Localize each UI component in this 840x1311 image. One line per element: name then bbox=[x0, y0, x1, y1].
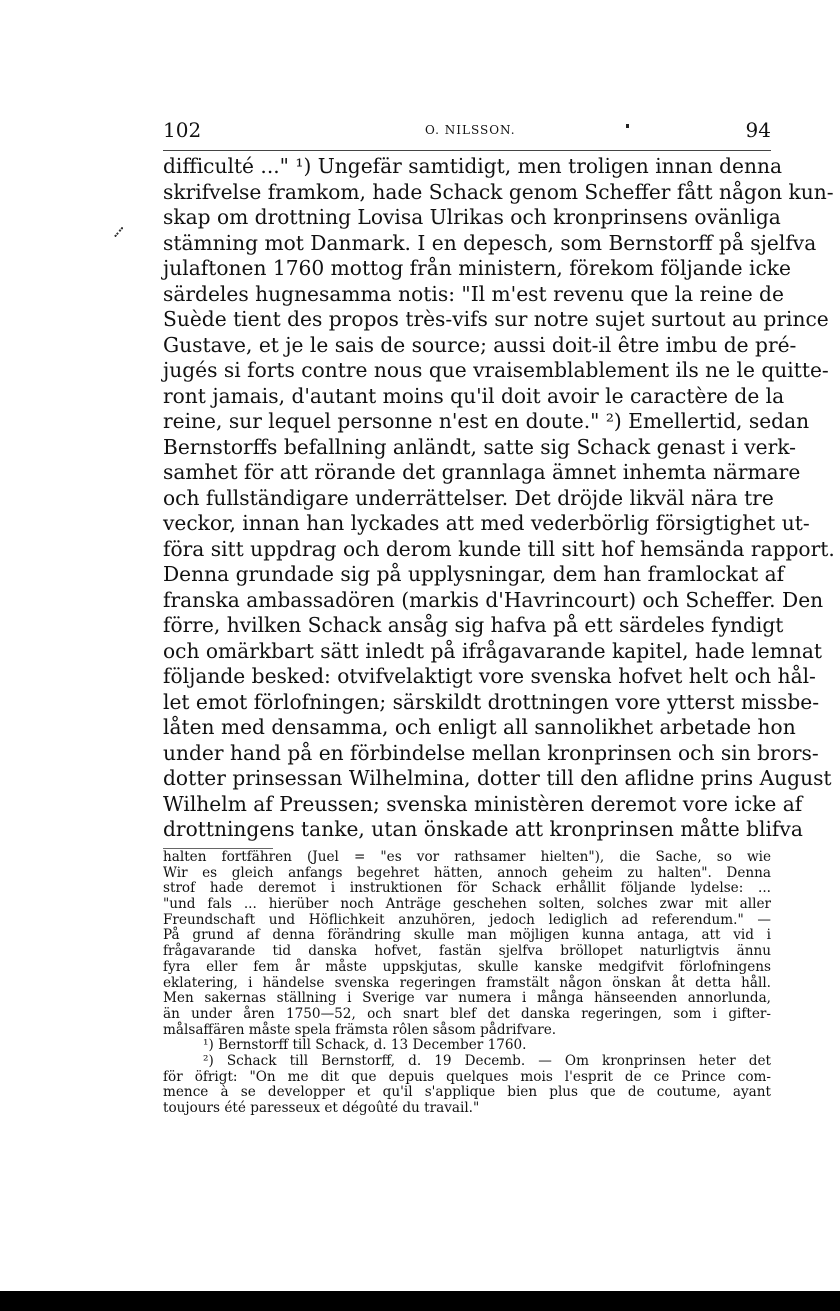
body-line: förre, hvilken Schack ansåg sig hafva på ett särdeles fyndigt bbox=[163, 613, 784, 637]
footnote-line: Freundschaft und Höflichkeit anzuhören, jedoch lediglich ad referendum." — bbox=[163, 911, 771, 928]
body-line: och fullständigare underrättelser. Det dröjde likväl nära tre bbox=[163, 485, 774, 510]
body-line: Wilhelm af Preussen; svenska ministèren deremot vore icke af bbox=[163, 791, 803, 816]
body-line: reine, sur lequel personne n'est en doute." ²) Emellertid, sedan bbox=[163, 409, 810, 433]
body-line: och omärkbart sätt inledt på ifrågavarande kapitel, hade lemnat bbox=[163, 638, 822, 663]
footnote-line: mence à se developper et qu'il s'applique bien plus que de coutume, ayant bbox=[163, 1084, 771, 1101]
body-text bbox=[163, 154, 835, 843]
body-line: under hand på en förbindelse mellan kronprinsen och sin brors- bbox=[163, 740, 819, 765]
body-line: skap om drottning Lovisa Ulrikas och kronprinsens ovänliga bbox=[163, 205, 781, 229]
body-line: Denna grundade sig på upplysningar, dem han framlockat af bbox=[163, 562, 785, 586]
body-line: franska ambassadören (markis d'Havrincourt) och Scheffer. Den bbox=[163, 587, 824, 612]
footnote-2: ²) Schack till Bernstorff, d. 19 Decemb. — Om kronprinsen heter det bbox=[203, 1052, 771, 1069]
footnote-line: frågavarande tid danska hofvet, fastän sjelfva bröllopet naturligtvis ännu bbox=[163, 943, 771, 960]
footnote-line: Wir es gleich anfangs begehret hätten, annoch geheim zu halten". Denna bbox=[163, 864, 771, 881]
footnote-line: strof hade deremot i instruktionen för Schack erhållit följande lydelse: ... bbox=[163, 880, 771, 897]
body-line: föra sitt uppdrag och derom kunde till sitt hof hemsända rapport. bbox=[163, 536, 835, 561]
body-line: samhet för att rörande det grannlaga ämnet inhemta närmare bbox=[163, 460, 801, 484]
page-number-right: 94 bbox=[745, 118, 771, 142]
page-header bbox=[163, 118, 771, 148]
footnote-1: ¹) Bernstorff till Schack, d. 13 December 1760. bbox=[203, 1037, 527, 1054]
footnote-line: halten fortfähren (Juel = "es vor rathsamer hielten"), die Sache, so wie bbox=[163, 849, 771, 865]
footnote-line: för öfrigt: "On me dit que depuis quelques mois l'esprit de ce Prince com- bbox=[163, 1068, 771, 1085]
footnote-line: På grund af denna förändring skulle man möjligen kunna antaga, att vid i bbox=[163, 927, 771, 944]
footnote-line: än under åren 1750—52, och snart blef det danska regeringen, som i gifter- bbox=[163, 1005, 771, 1022]
header-rule bbox=[163, 150, 771, 151]
body-line: särdeles hugnesamma notis: "Il m'est revenu que la reine de bbox=[163, 281, 784, 306]
footnote-line: eklatering, i händelse svenska regeringen framstält någon önskan åt detta håll. bbox=[163, 974, 771, 991]
body-line: difficulté ..." ¹) Ungefär samtidigt, men troligen innan denna bbox=[163, 154, 783, 178]
stray-ink-dot bbox=[626, 124, 629, 128]
body-line: veckor, innan han lyckades att med vederbörlig försigtighet ut- bbox=[163, 511, 810, 535]
body-line: stämning mot Danmark. I en depesch, som Bernstorff på sjelfva bbox=[163, 230, 817, 255]
running-head: O. NILSSON. bbox=[425, 123, 516, 137]
body-line: julaftonen 1760 mottog från ministern, förekom följande icke bbox=[163, 256, 791, 280]
body-line: ront jamais, d'autant moins qu'il doit avoir le caractère de la bbox=[163, 383, 785, 408]
body-line: drottningens tanke, utan önskade att kronprinsen måtte blifva bbox=[163, 817, 803, 841]
body-line: låten med densamma, och enligt all sannolikhet arbetade hon bbox=[163, 715, 796, 739]
footnote-line: fyra eller fem år måste uppskjutas, skulle kanske medgifvit förlofningens bbox=[163, 958, 771, 975]
body-line: Suède tient des propos très-vifs sur notre sujet surtout au prince bbox=[163, 307, 829, 331]
footnote-line: målsaffären måste spela främsta rôlen såsom pådrifvare. bbox=[163, 1021, 557, 1038]
footnotes bbox=[163, 850, 771, 1117]
body-line: Gustave, et je le sais de source; aussi doit-il être imbu de pré- bbox=[163, 332, 797, 357]
footnote-line: "und fals ... hierüber noch Anträge geschehen solten, solches zwar mit aller bbox=[163, 896, 771, 913]
body-line: följande besked: otvifvelaktigt vore svenska hofvet helt och hål- bbox=[163, 664, 816, 688]
body-line: let emot förlofningen; särskildt drottningen vore ytterst missbe- bbox=[163, 689, 820, 714]
body-line: jugés si forts contre nous que vraisemblablement ils ne le quitte- bbox=[163, 358, 829, 382]
body-line: skrifvelse framkom, hade Schack genom Scheffer fått någon kun- bbox=[163, 179, 834, 204]
margin-ink-mark bbox=[114, 227, 128, 241]
body-line: dotter prinsessan Wilhelmina, dotter till den aflidne prins August bbox=[163, 766, 832, 790]
footnote-line: toujours été paresseux et dégoûté du travail." bbox=[163, 1100, 480, 1116]
scan-bottom-border bbox=[0, 1291, 840, 1311]
body-line: Bernstorffs befallning anländt, satte sig Schack genast i verk- bbox=[163, 434, 796, 459]
page-number-left: 102 bbox=[163, 118, 202, 142]
footnote-line: Men sakernas ställning i Sverige var numera i många hänseenden annorlunda, bbox=[163, 990, 771, 1007]
